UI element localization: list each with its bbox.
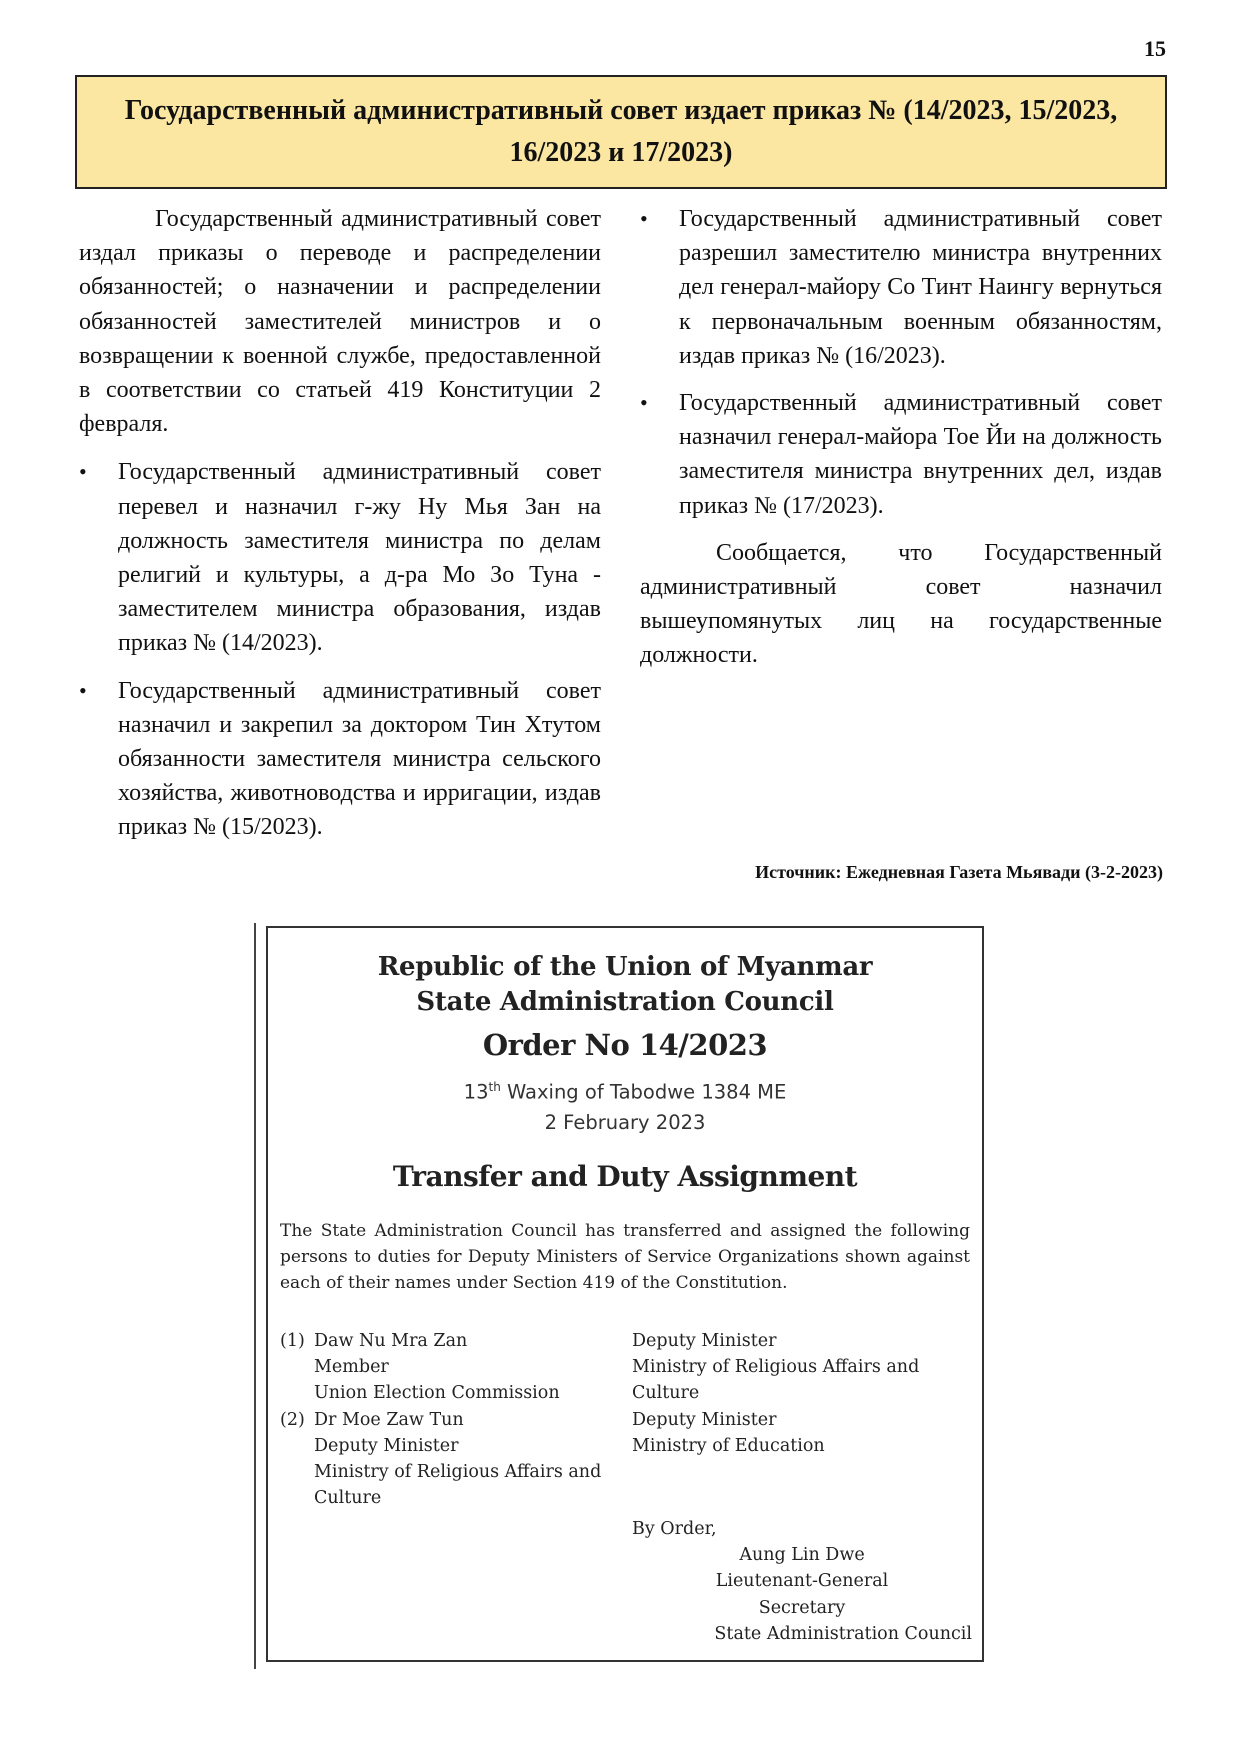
newspaper-clipping bbox=[266, 926, 984, 1662]
signature-block bbox=[632, 1516, 972, 1647]
lunar-date bbox=[268, 1072, 982, 1108]
assignment-line: Deputy Minister bbox=[632, 1331, 777, 1351]
entry-person bbox=[314, 1407, 604, 1512]
order-date bbox=[268, 1072, 982, 1138]
by-order: By Order, bbox=[632, 1519, 717, 1539]
title-box bbox=[75, 75, 1167, 189]
person-name: Dr Moe Zaw Tun bbox=[314, 1409, 464, 1430]
bullet-item: • Государственный административный совет перевел и назначил г-жу Ну Мья Зан на должность заместителя министра по делам религий и культуры, а д-ра Мо Зо Туна - заместителем министра образования, издав приказ № (14/2023). bbox=[79, 455, 601, 660]
lunar-day: 13 bbox=[463, 1080, 489, 1104]
signer-title: Secretary bbox=[758, 1597, 846, 1618]
person-role: Culture bbox=[314, 1488, 382, 1509]
person-role: Member bbox=[314, 1357, 389, 1378]
person-role: Union Election Commission bbox=[314, 1383, 560, 1404]
assignment-line: Ministry of Religious Affairs and bbox=[632, 1357, 920, 1378]
lunar-month-year: Waxing of Tabodwe 1384 ME bbox=[500, 1080, 787, 1104]
clipping-authority bbox=[268, 950, 982, 1020]
bullet-item: • Государственный административный совет разрешил заместителю министра внутренних дел генерал-майору Со Тинт Наингу вернуться к первоначальным военным обязанностям, издав приказ № (16/2023). bbox=[640, 202, 1162, 373]
right-column bbox=[640, 202, 1162, 673]
intro-paragraph: Государственный административный совет издал приказы о переводе и распределении обязанностей; о назначении и распределении обязанностей заместителей министров и о возвращении к военной службе, предоставленной в соответствии со статьей 419 Конституции 2 февраля. bbox=[79, 206, 601, 438]
entry-person bbox=[314, 1328, 604, 1407]
signer-details bbox=[632, 1542, 972, 1647]
council-line: State Administration Council bbox=[416, 987, 834, 1017]
entry-number: (2) bbox=[280, 1409, 305, 1430]
bullet-item: • Государственный административный совет назначил генерал-майора Тое Йи на должность заместителя министра внутренних дел, издав приказ № (17/2023). bbox=[640, 386, 1162, 523]
entry-assignment bbox=[632, 1407, 952, 1459]
bullet-item: • Государственный административный совет назначил и закрепил за доктором Тин Хтутом обязанности заместителя министра сельского хозяйства, животноводства и ирригации, издав приказ № (15/2023). bbox=[79, 674, 601, 845]
assignment-line: Ministry of Education bbox=[632, 1435, 825, 1456]
gregorian-date: 2 February 2023 bbox=[544, 1110, 706, 1134]
clipping-margin-line bbox=[254, 923, 256, 1669]
entry-assignment bbox=[632, 1328, 952, 1407]
left-column bbox=[79, 202, 601, 858]
closing-paragraph: Сообщается, что Государственный административный совет назначил вышеупомянутых лиц на государственные должности. bbox=[640, 539, 1162, 669]
person-role: Ministry of Religious Affairs and bbox=[314, 1462, 602, 1482]
order-number: Order No 14/2023 bbox=[482, 1028, 768, 1062]
assignment-line: Culture bbox=[632, 1383, 700, 1404]
person-role: Deputy Minister bbox=[314, 1435, 459, 1456]
person-name: Daw Nu Mra Zan bbox=[314, 1331, 468, 1351]
signer-name: Aung Lin Dwe bbox=[739, 1545, 865, 1566]
article-title: Государственный административный совет издает приказ № (14/2023, 15/2023, 16/2023 и 17/2023) bbox=[124, 95, 1118, 168]
lunar-day-suffix: th bbox=[488, 1080, 501, 1094]
order-heading: Transfer and Duty Assignment bbox=[392, 1159, 858, 1193]
assignment-line: Deputy Minister bbox=[632, 1409, 777, 1430]
page-number: 15 bbox=[1144, 36, 1166, 61]
signer-organization: State Administration Council bbox=[714, 1623, 972, 1644]
republic-line: Republic of the Union of Myanmar bbox=[377, 952, 873, 982]
source-credit: Источник: Ежедневная Газета Мьявади (3-2-2023) bbox=[755, 862, 1163, 882]
entry-number: (1) bbox=[280, 1331, 305, 1351]
signer-rank: Lieutenant-General bbox=[715, 1571, 889, 1592]
clipping-header bbox=[268, 950, 982, 1193]
order-body: The State Administration Council has transferred and assigned the following persons to duties for Deputy Ministers of Service Organizations shown against each of their names under Section 419 of the Constitution. bbox=[280, 1221, 970, 1293]
right-bullet-list bbox=[640, 202, 1162, 523]
left-bullet-list bbox=[79, 455, 601, 844]
